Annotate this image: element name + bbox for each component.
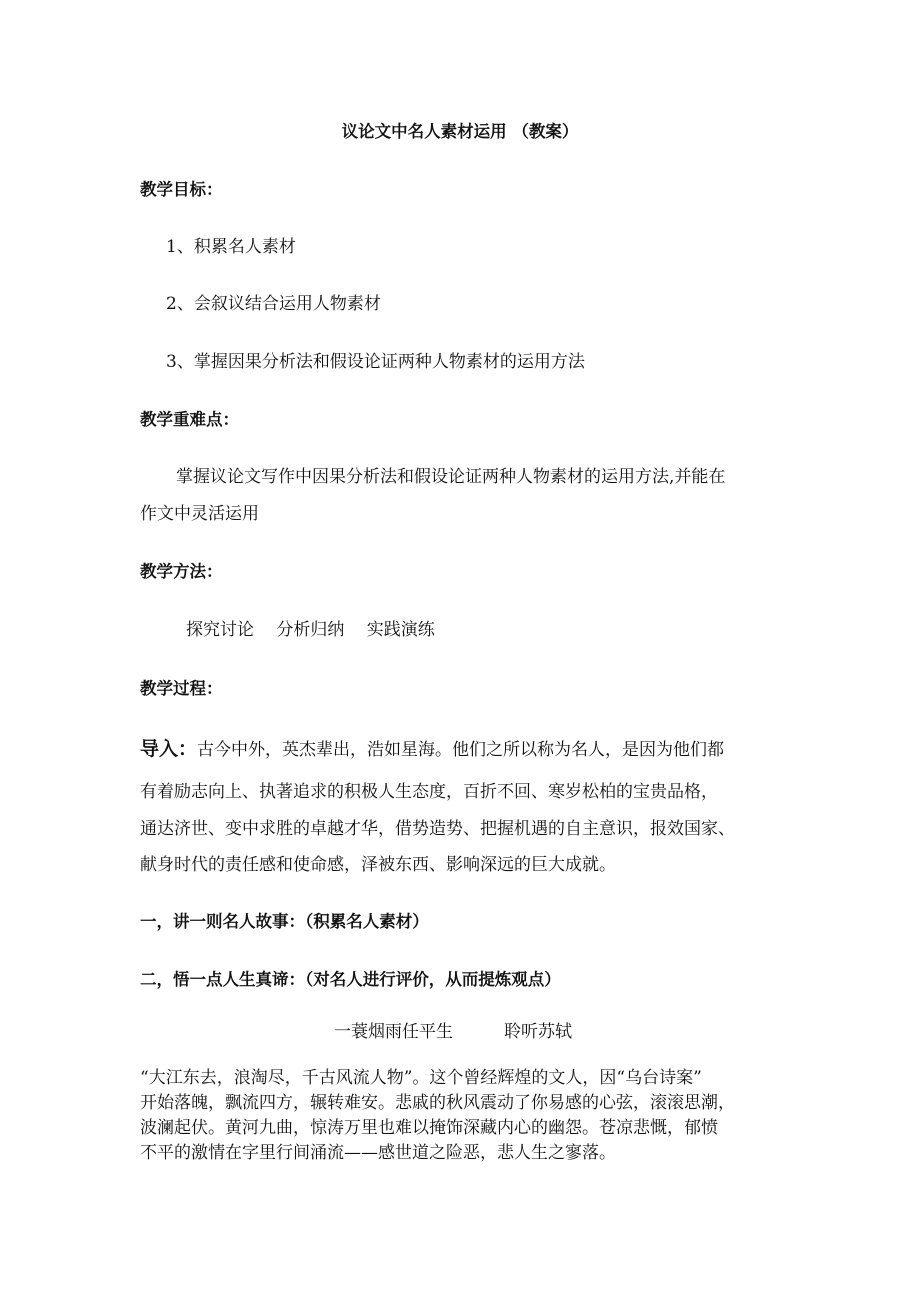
intro-label: 导入： [140, 738, 198, 760]
methods-heading: 教学方法： [140, 562, 223, 581]
section-heading: 二，悟一点人生真谛：（对名人进行评价，从而提炼观点） [140, 970, 561, 989]
intro-first-line [140, 737, 724, 762]
paragraph-line: 开始落魄，飘流四方，辗转难安。悲戚的秋风震动了你易感的心弦，滚滚思潮， [140, 1093, 735, 1113]
objectives-heading: 教学目标： [140, 180, 223, 199]
intro-line: 献身时代的责任感和使命感，泽被东西、影响深远的巨大成就。 [140, 855, 616, 875]
document-title: 议论文中名人素材运用 （教案） [341, 122, 579, 141]
intro-text: 古今中外，英杰辈出，浩如星海。他们之所以称为名人，是因为他们都 [197, 740, 725, 760]
paragraph-line: 波澜起伏。黄河九曲，惊涛万里也难以掩饰深藏内心的幽怨。苍凉悲慨，郁愤 [140, 1118, 718, 1138]
paragraph-line: 不平的激情在字里行间涌流——感世道之险恶，悲人生之寥落。 [140, 1143, 616, 1163]
process-heading: 教学过程： [140, 679, 223, 698]
key-points-line: 掌握议论文写作中因果分析法和假设论证两种人物素材的运用方法,并能在 [176, 467, 726, 487]
intro-line: 通达济世、变中求胜的卓越才华，借势造势、把握机遇的自主意识，报效国家、 [140, 819, 735, 839]
objective-item: 2、会叙议结合运用人物素材 [166, 294, 381, 314]
objective-item: 1、积累名人素材 [166, 237, 296, 257]
paragraph-line: “大江东去，浪淘尽，千古风流人物”。这个曾经辉煌的文人，因“乌台诗案” [140, 1068, 702, 1088]
key-points-heading: 教学重难点： [140, 410, 239, 429]
section-heading: 一，讲一则名人故事：（积累名人素材） [140, 912, 429, 931]
methods-text: 探究讨论 分析归纳 实践演练 [186, 620, 435, 640]
key-points-line: 作文中灵活运用 [140, 504, 259, 524]
objective-item: 3、掌握因果分析法和假设论证两种人物素材的运用方法 [166, 352, 585, 372]
intro-line: 有着励志向上、执著追求的积极人生态度，百折不回、寒岁松柏的宝贵品格， [140, 782, 718, 802]
story-subtitle: 一蓑烟雨任平生 聆听苏轼 [334, 1022, 572, 1042]
